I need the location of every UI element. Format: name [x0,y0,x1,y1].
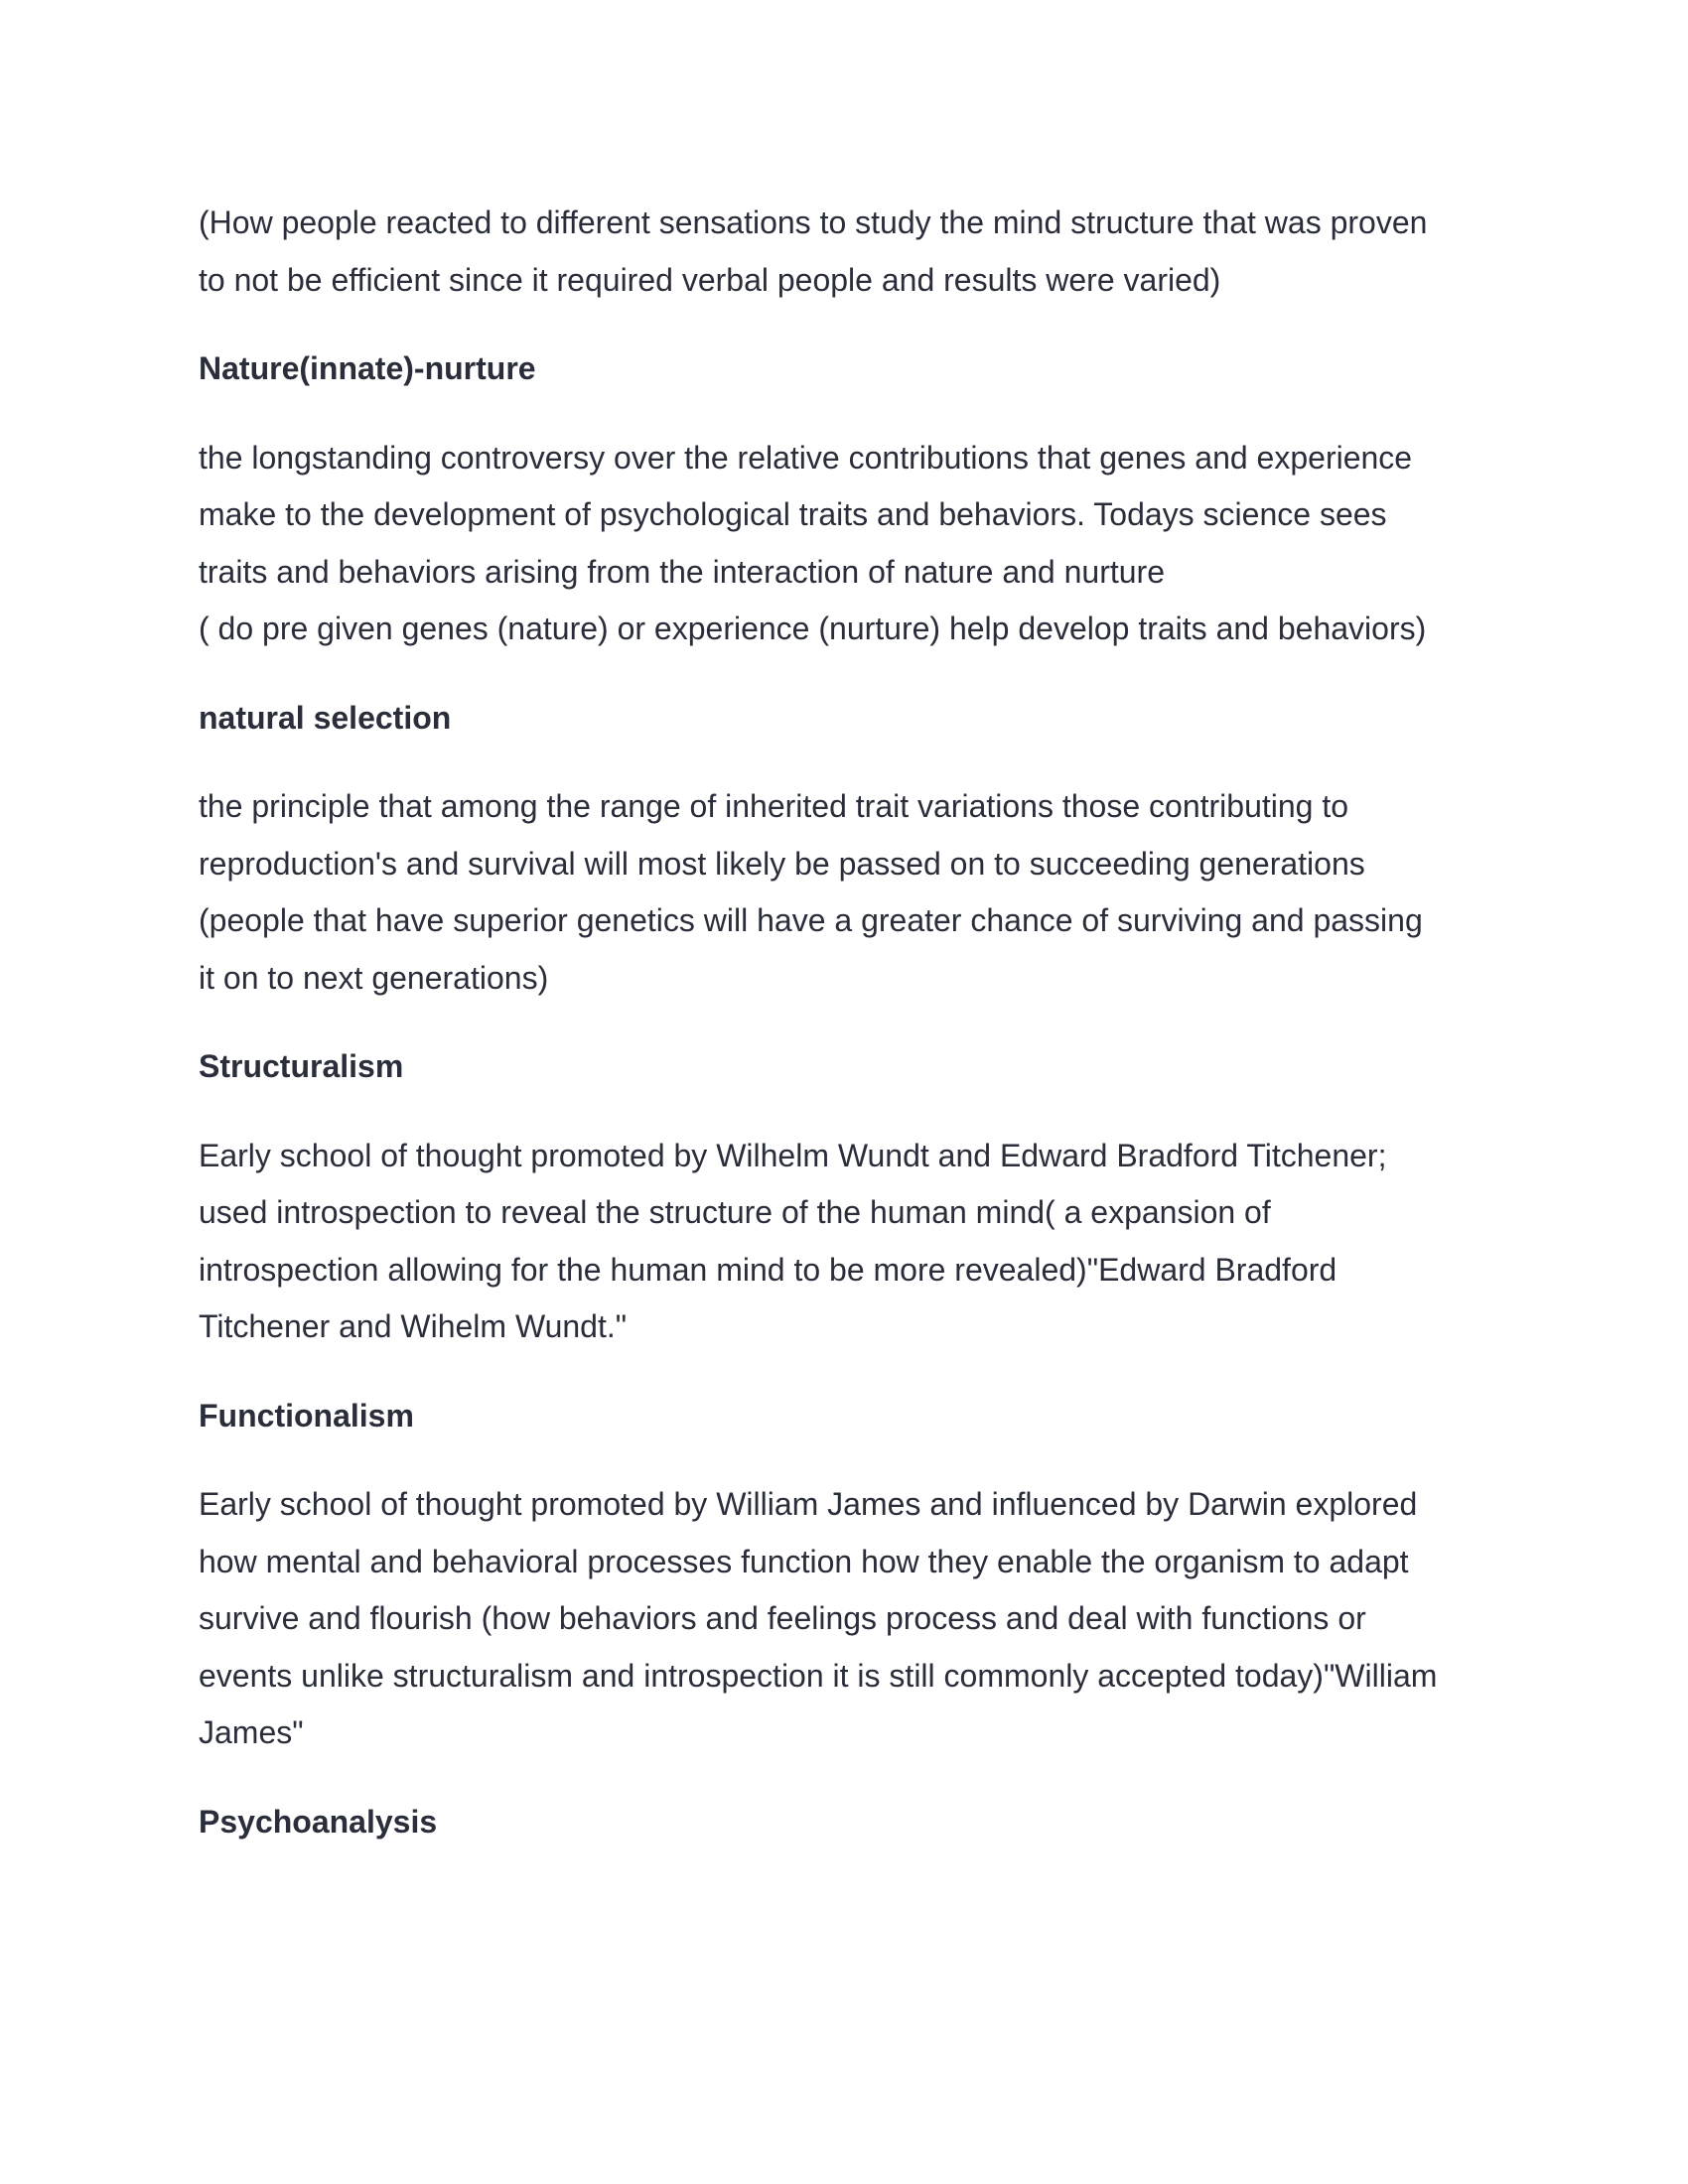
text-line: (How people reacted to different sensations to study the mind structure that was proven [199,205,1428,240]
text-line: make to the development of psychological traits and behaviors. Todays science sees [199,496,1387,532]
text-line: Early school of thought promoted by William James and influenced by Darwin explored [199,1486,1418,1522]
text-line: ( do pre given genes (nature) or experience (nurture) help develop traits and behaviors) [199,611,1427,646]
text-line: to not be efficient since it required verbal people and results were varied) [199,261,1221,298]
term-heading: Nature(innate)-nurture [199,350,536,386]
text-line: the principle that among the range of inherited trait variations those contributing to [199,788,1349,824]
text-line: Early school of thought promoted by Wilhelm Wundt and Edward Bradford Titchener; [199,1137,1387,1173]
text-line: (people that have superior genetics will have a greater chance of surviving and passing [199,902,1423,938]
text-line: traits and behaviors arising from the interaction of nature and nurture [199,553,1165,590]
definition-paragraph [199,1128,1499,1356]
term-heading: Functionalism [199,1397,414,1433]
definition-paragraph [199,778,1499,1007]
text-line: James" [199,1714,304,1750]
definition-paragraph [199,1476,1499,1762]
text-line: survive and flourish (how behaviors and feelings process and deal with functions or [199,1600,1366,1636]
text-line: introspection allowing for the human mind to be more revealed)"Edward Bradford [199,1251,1337,1288]
term-heading: Psychoanalysis [199,1803,438,1840]
text-line: reproduction's and survival will most likely be passed on to succeeding generations [199,845,1365,882]
text-line: how mental and behavioral processes function how they enable the organism to adapt [199,1543,1409,1579]
document-page [199,195,1499,1882]
text-line: it on to next generations) [199,959,549,996]
term-heading: natural selection [199,699,452,736]
text-line: the longstanding controversy over the relative contributions that genes and experience [199,439,1413,476]
text-line: Titchener and Wihelm Wundt." [199,1308,628,1344]
text-line: events unlike structuralism and introspection it is still commonly accepted today)"William [199,1657,1438,1694]
intro-paragraph [199,195,1499,309]
text-line: used introspection to reveal the structure of the human mind( a expansion of [199,1194,1271,1230]
term-heading: Structuralism [199,1048,404,1084]
definition-paragraph [199,430,1499,658]
